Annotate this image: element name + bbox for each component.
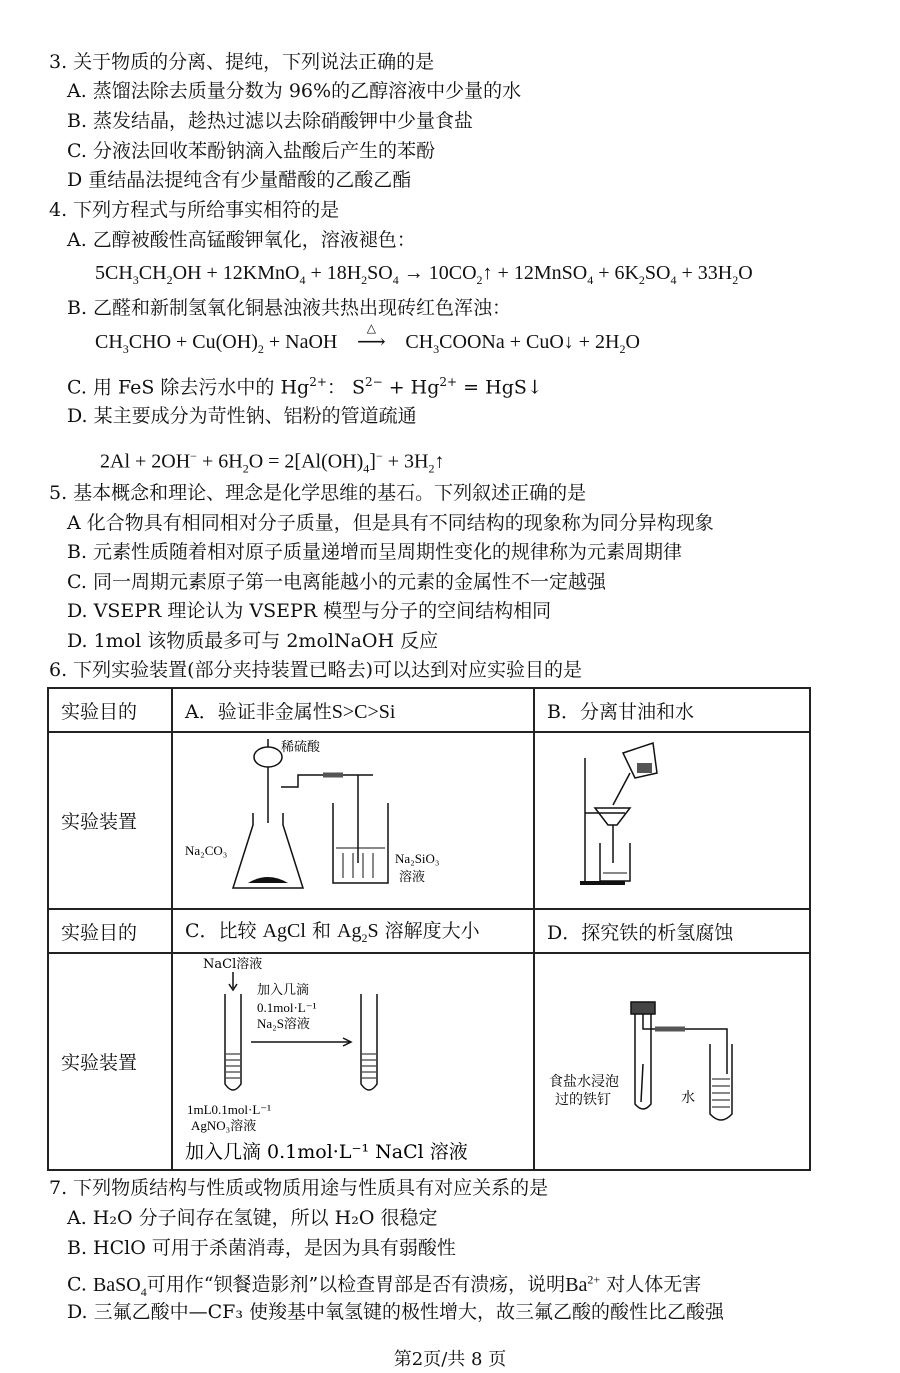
q4-option-c: C. 用 FeS 除去污水中的 $Hg^{2+}$： $S^{2-} + Hg^{2+}$ = HgS↓ [67,375,543,399]
apparatus-label-2: 实验装置 [48,953,172,1170]
corrosion-apparatus-figure [535,954,809,1164]
purpose-a: A．验证非金属性S>C>Si [172,688,534,732]
label-solution: 溶液 [399,870,426,885]
q4-option-a: A. 乙醇被酸性高锰酸钾氧化，溶液褪色： [67,229,416,251]
q4-option-d: D. 某主要成分为苛性钠、铝粉的管道疏通 [67,405,417,427]
apparatus-label: 实验装置 [48,732,172,909]
q5-option-d1: D. VSEPR 理论认为 VSEPR 模型与分子的空间结构相同 [67,600,552,622]
label-salt-soaked: 食盐水浸泡 [549,1074,619,1090]
q3-option-b: B. 蒸发结晶，趁热过滤以去除硝酸钾中少量食盐 [67,110,474,132]
flask-apparatus-figure [173,733,533,903]
q4-option-b: B. 乙醛和新制氢氧化铜悬浊液共热出现砖红色浑浊： [67,297,512,319]
q5-option-a: A 化合物具有相同相对分子质量，但是具有不同结构的现象称为同分异构现象 [67,512,714,534]
page-footer: 第2页/共 8 页 [393,1349,507,1370]
q3-option-d: D 重结晶法提纯含有少量醋酸的乙酸乙酯 [67,169,412,191]
label-agno3-solution: AgNO₃溶液 [191,1118,257,1133]
test-tube-figure [173,954,533,1164]
label-na2sio3: Na₂SiO₃ [395,851,440,866]
filtration-apparatus-figure [535,733,809,903]
q7-stem: 7. 下列物质结构与性质或物质用途与性质具有对应关系的是 [49,1177,549,1199]
q6-stem: 6. 下列实验装置(部分夹持装置已略去)可以达到对应实验目的是 [49,659,582,681]
q7-option-c: C. BaSO$_4$可用作“钡餐造影剂”以检查胃部是否有溃疡，说明$Ba^{2+}$ 对人体无害 [67,1272,702,1299]
label-concentration: 0.1mol·L⁻¹ [257,1000,317,1015]
q3-option-c: C. 分液法回收苯酚钠滴入盐酸后产生的苯酚 [67,140,435,162]
q4-equation-b: $CH_3CHO + Cu(OH)_2$ + NaOH △ ⟶ $CH_3COONa$ + CuO↓ + $2H_2O$ [95,321,640,356]
label-nacl-solution: NaCl溶液 [203,957,263,972]
label-add-drops: 加入几滴 [257,983,310,998]
q3-option-a: A. 蒸馏法除去质量分数为 96%的乙醇溶液中少量的水 [67,80,522,102]
label-water: 水 [681,1090,695,1106]
apparatus-d [534,953,810,1170]
q4-equation-d: $2Al + 2OH^- + 6H_2O = 2[Al(OH)_4]^-$ + $3H_2↑$ [100,449,445,476]
label-na2s-solution: Na₂S溶液 [257,1016,310,1031]
purpose-b: B．分离甘油和水 [534,688,810,732]
q7-option-d: D. 三氟乙酸中—CF₃ 使羧基中氧氢键的极性增大，故三氟乙酸的酸性比乙酸强 [67,1301,725,1323]
q7-option-a: A. H₂O 分子间存在氢键，所以 H₂O 很稳定 [67,1207,438,1229]
q5-option-b: B. 元素性质随着相对原子质量递增而呈周期性变化的规律称为元素周期律 [67,541,683,563]
label-agno3-amount: 1mL0.1mol·L⁻¹ [187,1102,272,1117]
caption-add-nacl: 加入几滴 0.1mol·L⁻¹ NaCl 溶液 [185,1141,468,1163]
q5-option-d2: D. 1mol 该物质最多可与 2molNaOH 反应 [67,630,439,652]
q5-option-c: C. 同一周期元素原子第一电离能越小的元素的金属性不一定越强 [67,571,606,593]
q4-equation-a: $5CH_3CH_2OH$ + 12KMnO$_4$ + $18H_2SO_4$ → $10CO_2↑$ + 12MnSO$_4$ + $6K_2SO_4 + 33H_2O$ [95,262,753,287]
purpose-label: 实验目的 [48,688,172,732]
q5-stem: 5. 基本概念和理论、理念是化学思维的基石。下列叙述正确的是 [49,482,587,504]
purpose-c: C．比较 AgCl 和 $Ag_2S$ 溶解度大小 [172,909,534,953]
apparatus-a [172,732,534,909]
q7-option-b: B. HClO 可用于杀菌消毒，是因为具有弱酸性 [67,1237,456,1259]
label-iron-nail: 过的铁钉 [555,1092,611,1108]
apparatus-c [172,953,534,1170]
experiment-table [47,687,811,1171]
apparatus-b [534,732,810,909]
label-na2co3: Na₂CO₃ [185,843,228,858]
purpose-label-2: 实验目的 [48,909,172,953]
label-dilute-sulfuric-acid: 稀硫酸 [281,740,321,755]
purpose-d: D．探究铁的析氢腐蚀 [534,909,810,953]
q4-stem: 4. 下列方程式与所给事实相符的是 [49,199,340,221]
q3-stem: 3. 关于物质的分离、提纯，下列说法正确的是 [49,51,435,73]
